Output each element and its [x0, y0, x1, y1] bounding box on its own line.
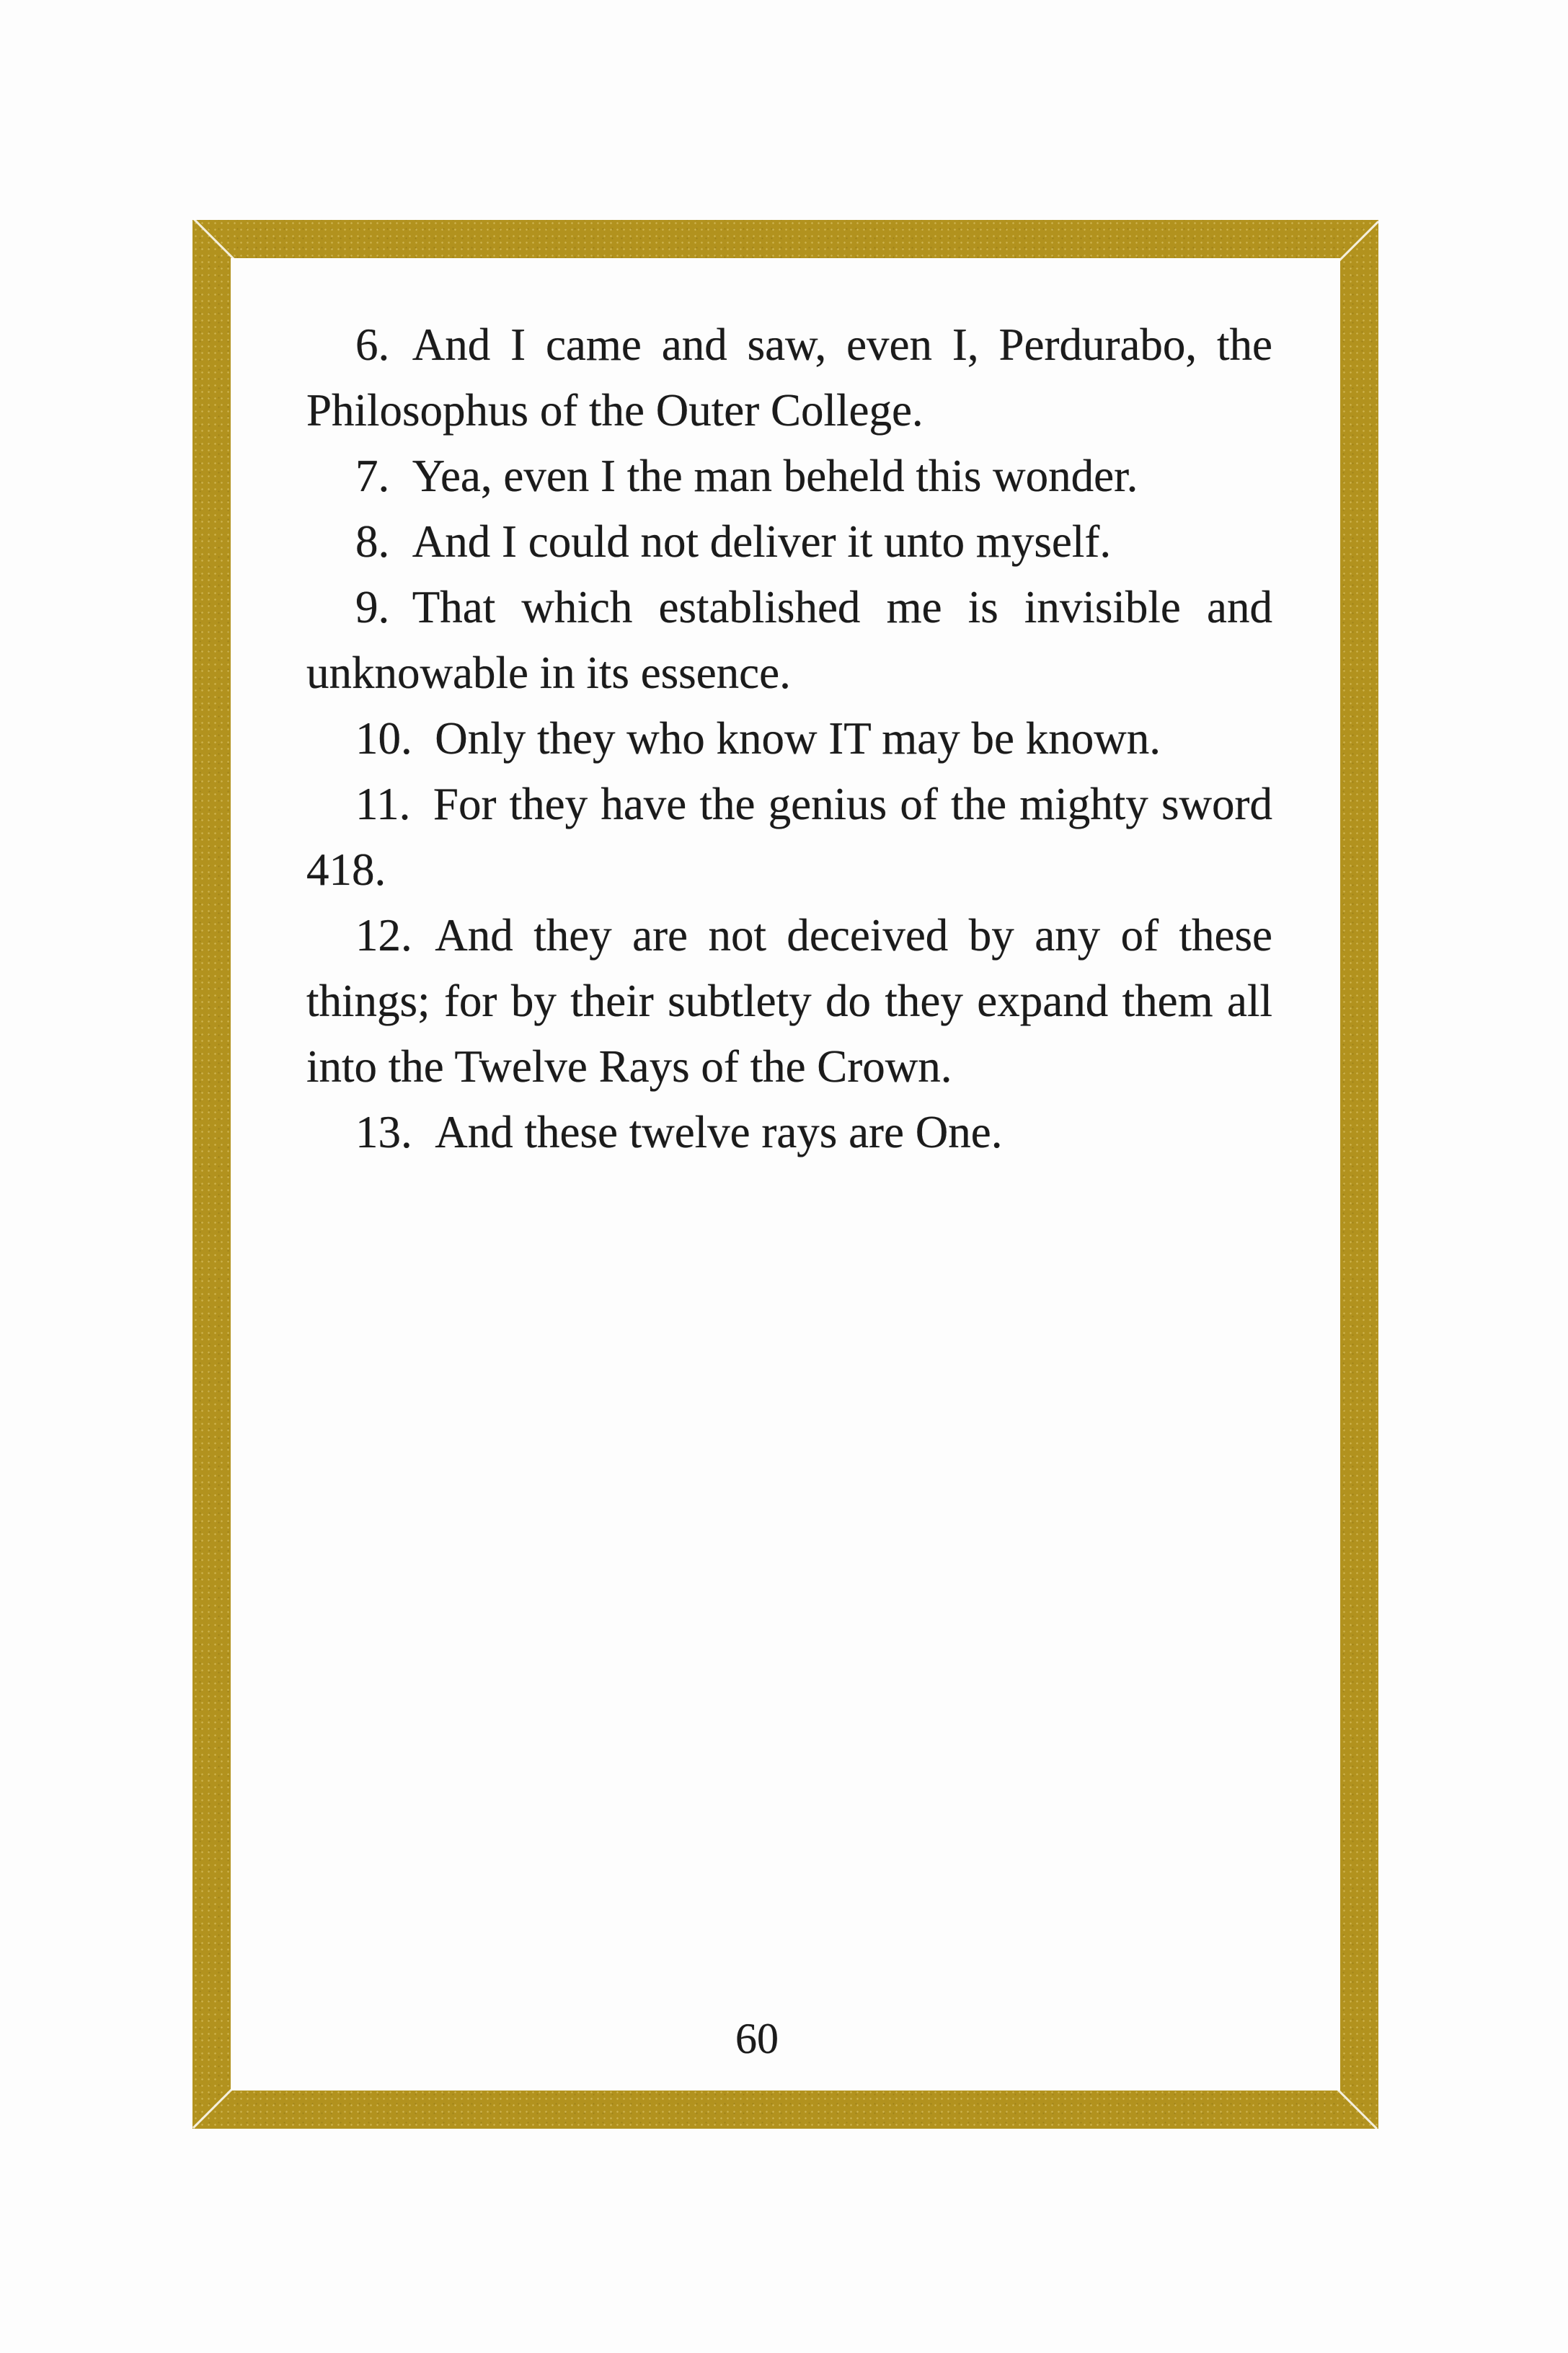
verse-paragraph: 12. And they are not deceived by any of these things; for by their subtlety do they expand them all into the Twelve Rays of the Crown.: [306, 910, 1272, 1092]
verse-paragraph: 8. And I could not deliver it unto myself.: [355, 516, 1112, 567]
verse-list: [306, 312, 1272, 1165]
verse-paragraph: 11. For they have the genius of the mighty sword 418.: [306, 779, 1272, 895]
verse-paragraph: 9. That which established me is invisible and unknowable in its essence.: [306, 582, 1272, 698]
page-number: 60: [735, 2015, 779, 2062]
verse-paragraph: 7. Yea, even I the man beheld this wonder.: [355, 451, 1138, 501]
verse-paragraph: 13. And these twelve rays are One.: [355, 1107, 1003, 1157]
verse-paragraph: 6. And I came and saw, even I, Perdurabo, the Philosophus of the Outer College.: [306, 319, 1272, 436]
verse-paragraph: 10. Only they who know IT may be known.: [355, 713, 1161, 764]
